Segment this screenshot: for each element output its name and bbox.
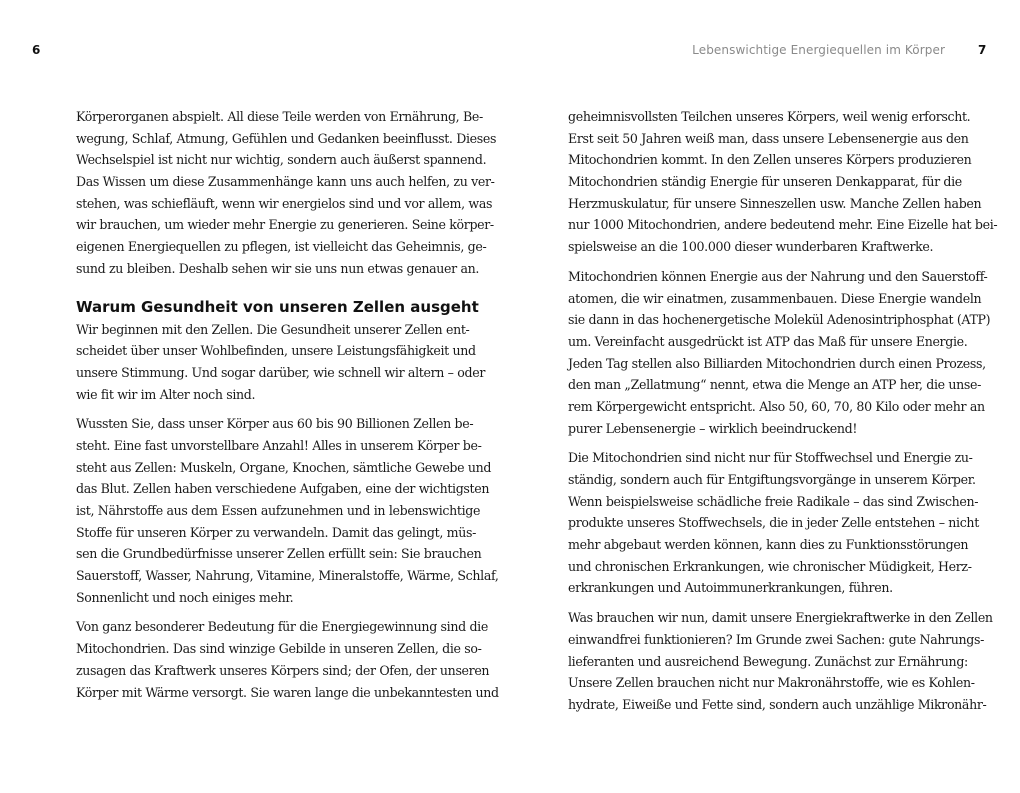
text-line: scheidet über unser Wohlbefinden, unsere Leistungsfähigkeit und [76,343,476,359]
text-line: steht. Eine fast unvorstellbare Anzahl! Alles in unserem Körper be- [76,437,482,453]
text-line: ständig, sondern auch für Entgiftungsvorgänge in unserem Körper. [568,472,976,487]
text-line: Wussten Sie, dass unser Körper aus 60 bis 90 Billionen Zellen be- [76,416,474,432]
text-line: Stoffe für unseren Körper zu verwandeln. Damit das gelingt, müs- [76,524,477,540]
text-line: rem Körpergewicht entspricht. Also 50, 60, 70, 80 Kilo oder mehr an [568,398,985,414]
text-line: ist, Nährstoffe aus dem Essen aufzunehmen und in lebenswichtige [76,503,481,518]
text-line: Wir beginnen mit den Zellen. Die Gesundheit unserer Zellen ent- [76,321,470,337]
text-line: und chronischen Erkrankungen, wie chronischer Müdigkeit, Herz- [568,558,972,574]
text-line: Mitochondrien können Energie aus der Nahrung und den Sauerstoff- [568,268,988,284]
text-line: produkte unseres Stoffwechsels, die in jeder Zelle entstehen – nicht [568,515,979,531]
text-line: spielsweise an die 100.000 dieser wunderbaren Kraftwerke. [568,239,934,255]
text-line: sen die Grundbedürfnisse unserer Zellen erfüllt sein: Sie brauchen [76,546,482,562]
text-line: Wenn beispielsweise schädliche freie Radikale – das sind Zwischen- [568,493,979,509]
text-line: um. Vereinfacht ausgedrückt ist ATP das Maß für unsere Energie. [568,333,968,349]
text-line: Die Mitochondrien sind nicht nur für Stoffwechsel und Energie zu- [568,450,973,466]
text-line: atomen, die wir einatmen, zusammenbauen. Diese Energie wandeln [568,290,982,306]
text-line: stehen, was schiefläuft, wenn wir energielos sind und vor allem, was [76,195,493,211]
page-number-left: 6 [32,43,41,57]
left-text-block [76,106,499,711]
text-line: geheimnisvollsten Teilchen unseres Körpers, weil wenig erforscht. [568,109,971,124]
paragraph [76,319,485,406]
text-line: Jeden Tag stellen also Billiarden Mitochondrien durch einen Prozess, [568,355,986,371]
right-page [510,0,1020,793]
text-line: Herzmuskulatur, für unsere Sinneszellen usw. Manche Zellen haben [568,195,982,211]
paragraph [568,447,979,599]
text-line: Erst seit 50 Jahren weiß man, dass unsere Lebensenergie aus den [568,130,969,146]
text-line: Was brauchen wir nun, damit unsere Energiekraftwerke in den Zellen [568,610,993,626]
text-line: Körper mit Wärme versorgt. Sie waren lange die unbekanntesten und [76,684,499,700]
text-line: wie fit wir im Alter noch sind. [76,386,256,402]
text-line: Wechselspiel ist nicht nur wichtig, sondern auch äußerst spannend. [76,152,487,168]
text-line: sie dann in das hochenergetische Molekül Adenosintriphosphat (ATP) [568,312,991,328]
text-line: hydrate, Eiweiße und Fette sind, sondern auch unzählige Mikronähr- [568,696,987,712]
text-line: Mitochondrien. Das sind winzige Gebilde in unseren Zellen, die so- [76,641,482,657]
text-line: steht aus Zellen: Muskeln, Organe, Knochen, sämtliche Gewebe und [76,459,492,475]
paragraph [568,607,993,715]
text-line: Mitochondrien kommt. In den Zellen unseres Körpers produzieren [568,152,972,168]
text-line: purer Lebensenergie – wirklich beeindruckend! [568,420,858,436]
text-line: zusagen das Kraftwerk unseres Körpers sind; der Ofen, der unseren [76,662,490,678]
text-line: Körperorganen abspielt. All diese Teile werden von Ernährung, Be- [76,109,483,124]
paragraph [76,106,497,280]
page-number-right: 7 [978,43,987,57]
text-line: Sonnenlicht und noch einiges mehr. [76,589,294,605]
running-head: Lebenswichtige Energiequellen im Körper [692,43,945,57]
text-line: Das Wissen um diese Zusammenhänge kann uns auch helfen, zu ver- [76,174,495,190]
text-line: Von ganz besonderer Bedeutung für die Energiegewinnung sind die [76,619,488,635]
text-line: lieferanten und ausreichend Bewegung. Zunächst zur Ernährung: [568,653,968,669]
text-line: Unsere Zellen brauchen nicht nur Makronährstoffe, wie es Kohlen- [568,675,975,691]
text-line: das Blut. Zellen haben verschiedene Aufgaben, eine der wichtigsten [76,481,490,497]
paragraph [568,106,998,258]
text-line: mehr abgebaut werden können, kann dies zu Funktionsstörungen [568,537,969,553]
paragraph [76,616,499,703]
text-line: Sauerstoff, Wasser, Nahrung, Vitamine, Mineralstoffe, Wärme, Schlaf, [76,568,499,584]
text-line: wir brauchen, um wieder mehr Energie zu generieren. Seine körper- [76,217,494,233]
text-line: eigenen Energiequellen zu pflegen, ist vielleicht das Geheimnis, ge- [76,239,487,255]
right-text-block [568,106,998,724]
text-line: Mitochondrien ständig Energie für unseren Denkapparat, für die [568,174,962,190]
text-line: unsere Stimmung. Und sogar darüber, wie schnell wir altern – oder [76,364,485,380]
text-line: den man „Zellatmung“ nennt, etwa die Menge an ATP her, die unse- [568,377,982,393]
paragraph [76,413,499,608]
text-line: einwandfrei funktionieren? Im Grunde zwei Sachen: gute Nahrungs- [568,631,985,647]
text-line: sund zu bleiben. Deshalb sehen wir sie uns nun etwas genauer an. [76,260,480,276]
paragraph [568,266,991,440]
text-line: nur 1000 Mitochondrien, andere bedeutend mehr. Eine Eizelle hat bei- [568,217,998,233]
text-line: wegung, Schlaf, Atmung, Gefühlen und Gedanken beeinflusst. Dieses [76,130,497,146]
section-heading: Warum Gesundheit von unseren Zellen ausgeht [76,297,479,316]
text-line: erkrankungen und Autoimmunerkrankungen, führen. [568,580,893,596]
